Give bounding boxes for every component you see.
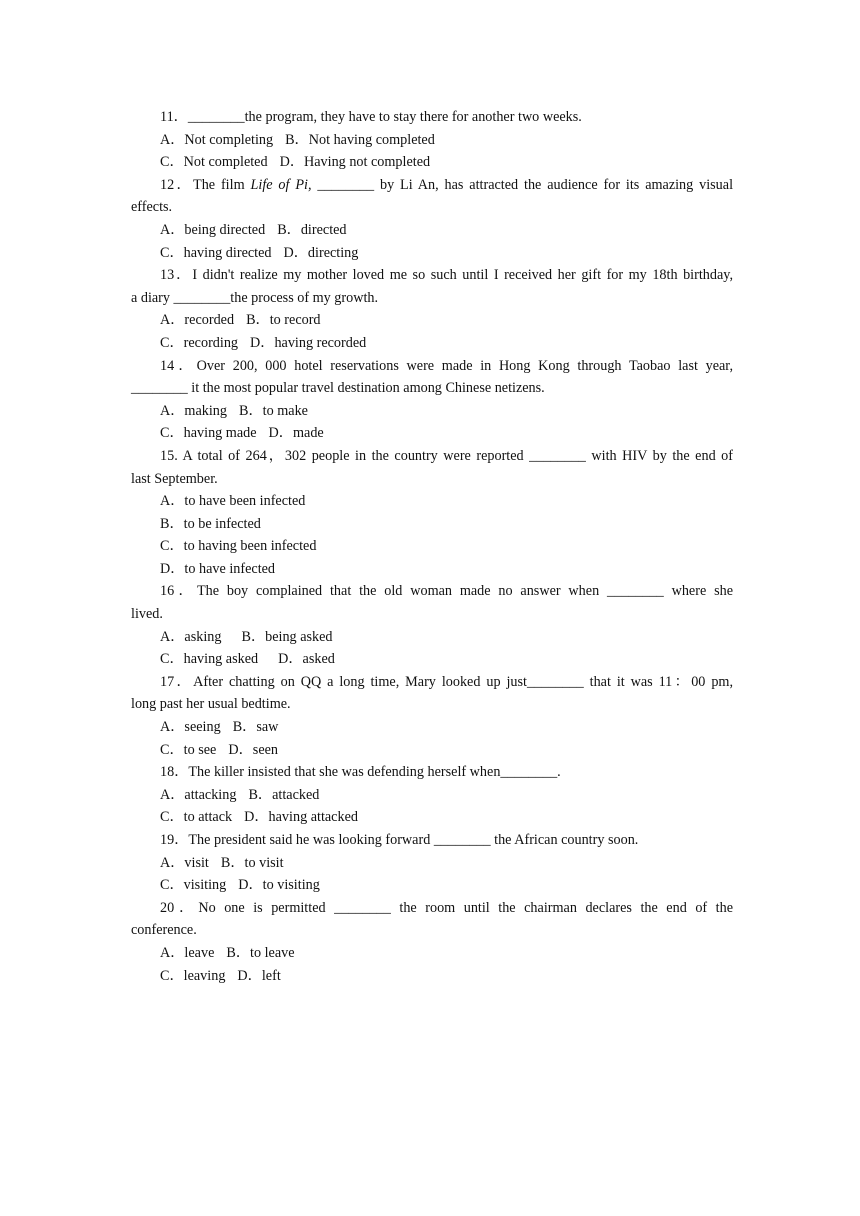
- option-b: B．to record: [246, 312, 321, 329]
- options-row: [131, 874, 733, 897]
- option-d: D．asked: [278, 651, 335, 668]
- option-d: D．to have infected: [160, 560, 276, 577]
- options-row: [131, 242, 733, 265]
- question-stem-continued: last September.: [131, 470, 218, 487]
- question-stem-continued: lived.: [131, 606, 163, 623]
- options-row: [131, 151, 733, 174]
- option-a: A．asking: [160, 628, 222, 645]
- option-c: C．having directed: [160, 244, 272, 261]
- option-b: B．Not having completed: [285, 131, 435, 148]
- options-row: [131, 309, 733, 332]
- options-row: [131, 648, 733, 671]
- option-c: C．to see: [160, 741, 217, 758]
- options-row: [131, 219, 733, 242]
- option-a: A．Not completing: [160, 131, 274, 148]
- options-row: [131, 400, 733, 423]
- option-c: C．having asked: [160, 651, 259, 668]
- option-d: D．to visiting: [238, 877, 320, 894]
- option-d: D．having attacked: [244, 809, 358, 826]
- option-c: C．leaving: [160, 967, 226, 984]
- option-b: B．attacked: [248, 786, 320, 803]
- question-stem: 14．Over 200, 000 hotel reservations were made in Hong Kong through Taobao last year,: [160, 357, 733, 374]
- question-stem: 18．The killer insisted that she was defending herself when________.: [160, 764, 561, 781]
- option-c: C．recording: [160, 334, 239, 351]
- question-stem-continued: ________ it the most popular travel destination among Chinese netizens.: [131, 380, 545, 397]
- option-b: B．to be infected: [160, 515, 261, 532]
- option-a: A．attacking: [160, 786, 237, 803]
- question-stem-continued: long past her usual bedtime.: [131, 696, 291, 713]
- question-stem: 11．________the program, they have to stay there for another two weeks.: [160, 109, 582, 125]
- question-20: [131, 897, 733, 987]
- options-row: [131, 332, 733, 355]
- question-stem-continued: effects.: [131, 199, 173, 216]
- question-19: [131, 829, 733, 897]
- question-stem-continued: conference.: [131, 922, 197, 939]
- question-stem: 13．I didn't realize my mother loved me so such until I received her gift for my 18th birthday,: [160, 267, 733, 284]
- option-a: A．seeing: [160, 719, 221, 736]
- option-b: B．being asked: [241, 628, 333, 645]
- option-c: C．to having been infected: [160, 538, 317, 555]
- options-row: [131, 129, 733, 152]
- question-14: [131, 355, 733, 445]
- options-row: [131, 626, 733, 649]
- question-list: [131, 106, 733, 987]
- option-b: B．to make: [239, 402, 308, 419]
- question-stem: 17．After chatting on QQ a long time, Mary looked up just________ that it was 11：00 pm,: [160, 673, 733, 690]
- option-c: C．visiting: [160, 877, 227, 894]
- question-stem: [131, 174, 733, 197]
- question-stem-continued: a diary ________the process of my growth.: [131, 289, 379, 306]
- question-12: [131, 174, 733, 264]
- stem-text: ________ by Li An, has attracted the audience for its amazing visual: [311, 176, 734, 193]
- option-b: B．directed: [277, 221, 347, 238]
- option-c: C．Not completed: [160, 154, 268, 171]
- options-row: [131, 965, 733, 988]
- option-d: D．seen: [228, 741, 279, 758]
- options-row: [131, 852, 733, 875]
- question-stem: 16．The boy complained that the old woman made no answer when ________ where she: [160, 583, 733, 600]
- question-11: [131, 106, 733, 174]
- question-16: [131, 580, 733, 670]
- option-c: C．having made: [160, 425, 257, 442]
- option-d: D．left: [237, 967, 281, 984]
- question-18: [131, 761, 733, 829]
- question-stem: 19．The president said he was looking forward ________ the African country soon.: [160, 832, 639, 848]
- options-row: [131, 784, 733, 807]
- options-row: [131, 739, 733, 762]
- option-a: A．being directed: [160, 221, 266, 238]
- question-15: [131, 445, 733, 581]
- option-b: B．to visit: [220, 854, 284, 871]
- option-d: D．directing: [283, 244, 359, 261]
- option-a: A．making: [160, 402, 227, 419]
- option-b: B．to leave: [226, 944, 295, 961]
- options-row: [131, 806, 733, 829]
- option-a: A．leave: [160, 944, 215, 961]
- question-17: [131, 671, 733, 761]
- stem-text: 12．The film: [160, 176, 251, 193]
- options-row: [131, 942, 733, 965]
- option-d: D．made: [268, 425, 324, 442]
- question-13: [131, 264, 733, 354]
- option-c: C．to attack: [160, 809, 233, 826]
- option-a: A．visit: [160, 854, 209, 871]
- option-b: B．saw: [232, 719, 279, 736]
- option-a: A．to have been infected: [160, 493, 306, 510]
- option-d: D．Having not completed: [279, 154, 431, 171]
- options-row: [131, 716, 733, 739]
- question-stem: 20．No one is permitted ________ the room until the chairman declares the end of the: [160, 899, 733, 916]
- question-stem: 15. A total of 264，302 people in the country were reported ________ with HIV by the end of: [160, 447, 733, 464]
- options-row: [131, 422, 733, 445]
- option-d: D．having recorded: [250, 334, 367, 351]
- film-title: Life of Pi,: [250, 176, 312, 193]
- option-a: A．recorded: [160, 312, 235, 329]
